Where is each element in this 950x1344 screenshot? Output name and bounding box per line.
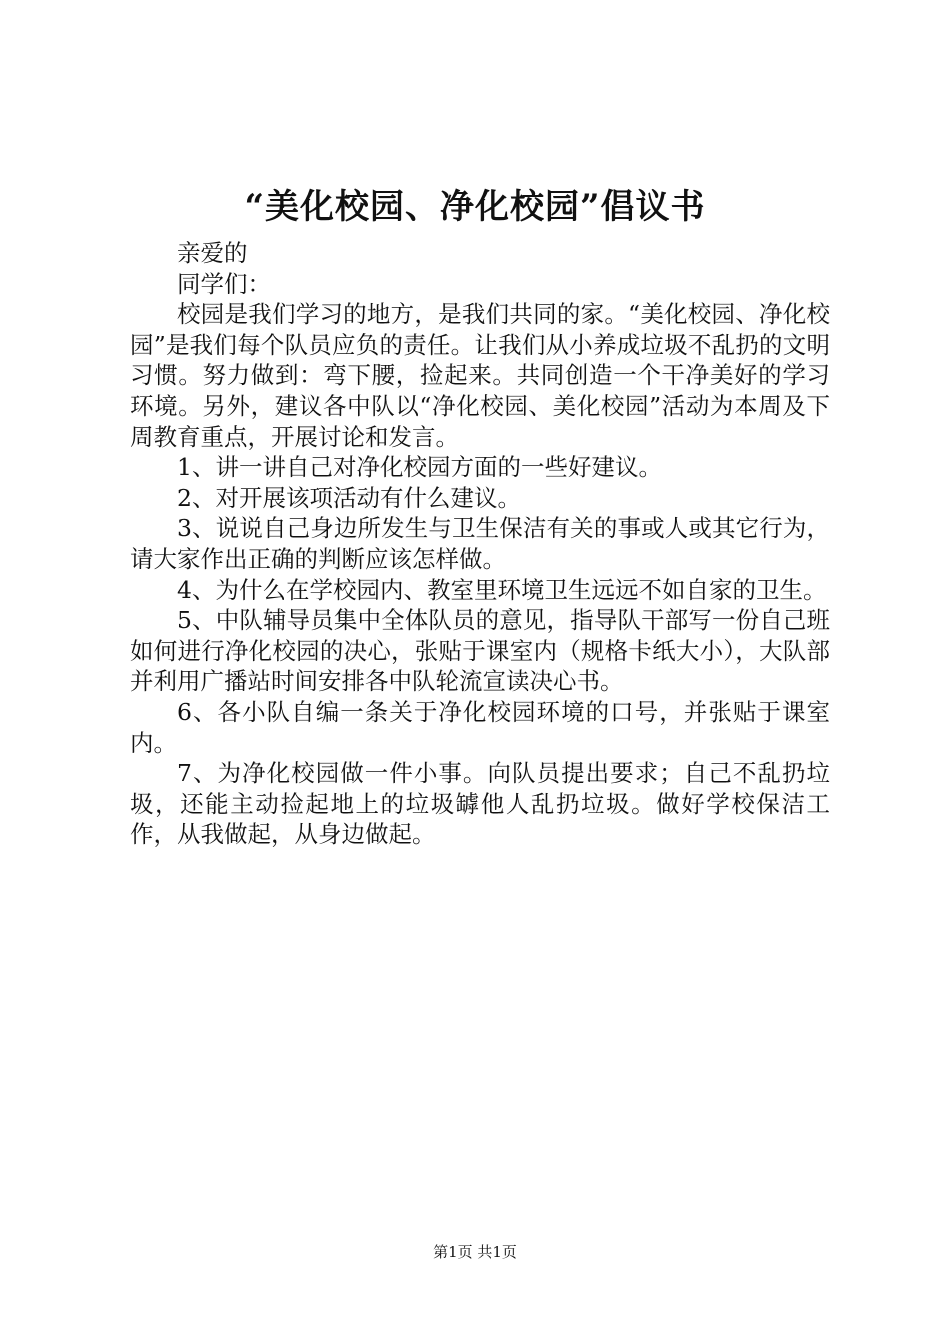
list-item: 6、各小队自编一条关于净化校园环境的口号，并张贴于课室内。 [130,697,830,757]
greeting-line: 同学们： [177,269,271,298]
document-title: “美化校园、净化校园”倡议书 [244,187,706,227]
list-item: 7、为净化校园做一件小事。向队员提出要求；自己不乱扔垃圾，还能主动捡起地上的垃圾罅他人乱扔垃圾。做好学校保洁工作，从我做起，从身边做起。 [130,759,830,849]
list-item: 1、讲一讲自己对净化校园方面的一些好建议。 [177,453,662,482]
intro-paragraph: 校园是我们学习的地方，是我们共同的家。“美化校园、净化校园”是我们每个队员应负的责任。让我们从小养成垃圾不乱扔的文明习惯。努力做到：弯下腰，捡起来。共同创造一个干净美好的学习环境。另外，建议各中队以“净化校园、美化校园”活动为本周及下周教育重点，开展讨论和发言。 [130,300,830,451]
list-item: 3、说说自己身边所发生与卫生保洁有关的事或人或其它行为，请大家作出正确的判断应该怎样做。 [130,514,830,573]
page-footer: 第1页 共1页 [433,1243,517,1261]
list-item: 5、中队辅导员集中全体队员的意见，指导队干部写一份自己班如何进行净化校园的决心，张贴于课室内（规格卡纸大小），大队部并利用广播站时间安排各中队轮流宣读决心书。 [130,606,830,696]
document-body [130,238,830,850]
greeting-line: 亲爱的 [177,239,248,267]
list-item: 4、为什么在学校园内、教室里环境卫生远远不如自家的卫生。 [177,575,827,604]
list-item: 2、对开展该项活动有什么建议。 [177,483,521,512]
